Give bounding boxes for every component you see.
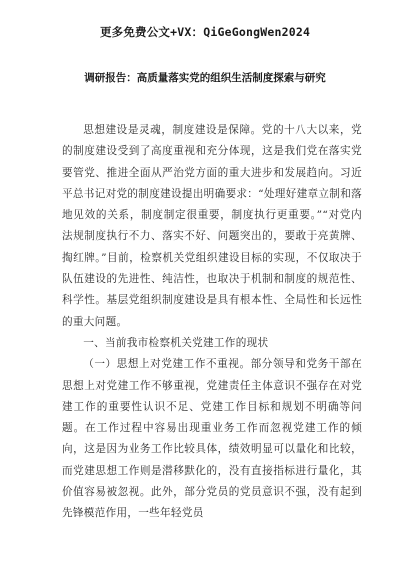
promo-banner: 更多免费公文+VX：QiGeGongWen2024 [99,25,311,39]
document-title: 调研报告：高质量落实党的组织生活制度探索与研究 [84,72,326,84]
section-heading: 一、当前我市检察机关党建工作的现状 [83,336,269,349]
intro-paragraph: 思想建设是灵魂，制度建设是保障。党的十八大以来，党的制度建设受到了高度重视和充分体现，这是我们党在落实党要管党、推进全面从严治党方面的重大进步和发展趋向。习近平总书记对党的制度建设提出明确要求：“处理好建章立制和落地见效的关系，制度制定很重要，制度执行更重要。”“对党内法规制度执行不力、落实不好、问题突出的，要敢于亮黄牌、掏红牌。”目前，检察机关党组织建设目标的实现，不仅取决于队伍建设的先进性、纯洁性，也取决于机制和制度的规范性、科学性。基层党组织制度建设是具有根本性、全局性和长远性的重大问题。 [62,124,362,328]
document-body [62,120,362,525]
body-paragraph: （一）思想上对党建工作不重视。部分领导和党务干部在思想上对党建工作不够重视，党建责任主体意识不强存在对党建工作的重要性认识不足、党建工作目标和规划不明确等问题。在工作过程中容易出现重业务工作而忽视党建工作的倾向，这是因为业务工作比较具体，绩效明显可以量化和比较，而党建思想工作则是潜移默化的，没有直接指标进行量化，其价值容易被忽视。此外，部分党员的党员意识不强，没有起到先锋模范作用，一些年轻党员 [62,358,362,520]
